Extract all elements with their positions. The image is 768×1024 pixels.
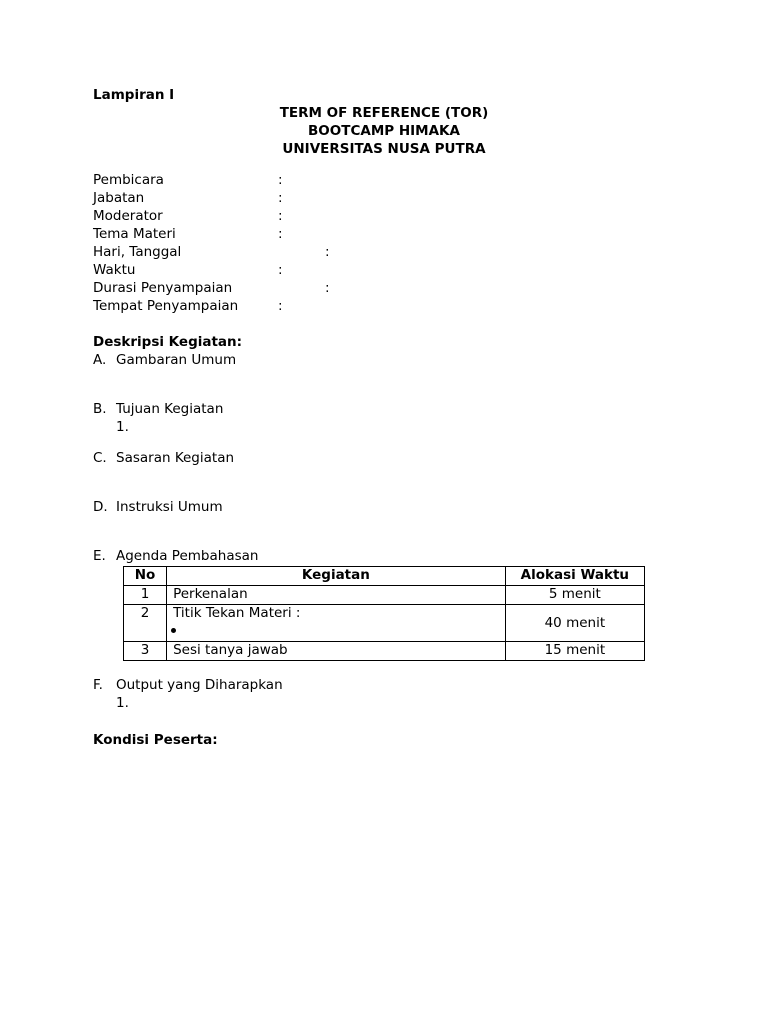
field-label-tempat: Tempat Penyampaian (93, 298, 239, 314)
field-separator: : (278, 208, 283, 224)
section-title-tujuan-kegiatan: Tujuan Kegiatan (116, 401, 224, 417)
section-letter-c: C. (93, 450, 107, 466)
section-title-instruksi-umum: Instruksi Umum (116, 499, 223, 515)
row-activity: Perkenalan (167, 586, 506, 605)
field-separator: : (278, 226, 283, 242)
row-activity-cell (167, 605, 506, 642)
field-separator: : (278, 190, 283, 206)
row-activity: Titik Tekan Materi : (173, 605, 301, 621)
document-title-line-3: UNIVERSITAS NUSA PUTRA (282, 141, 486, 157)
field-label-tema-materi: Tema Materi (93, 226, 176, 242)
section-title-sasaran-kegiatan: Sasaran Kegiatan (116, 450, 235, 466)
field-separator: : (278, 172, 283, 188)
section-letter-f: F. (93, 677, 103, 693)
section-item-number: 1. (116, 695, 129, 711)
section-item-number: 1. (116, 419, 129, 435)
section-letter-b: B. (93, 401, 107, 417)
field-label-jabatan: Jabatan (93, 190, 145, 206)
section-title-agenda: Agenda Pembahasan (116, 548, 259, 564)
table-header-alokasi: Alokasi Waktu (505, 567, 644, 586)
bullet-icon (171, 628, 176, 633)
table-row (124, 642, 645, 661)
section-letter-e: E. (93, 548, 106, 564)
table-row (124, 605, 645, 642)
row-number: 1 (124, 586, 167, 605)
row-time: 5 menit (505, 586, 644, 605)
field-label-hari-tanggal: Hari, Tanggal (93, 244, 182, 260)
field-separator: : (325, 280, 330, 296)
section-title-output: Output yang Diharapkan (116, 677, 283, 693)
table-row (124, 586, 645, 605)
description-heading: Deskripsi Kegiatan: (93, 334, 243, 350)
participants-heading: Kondisi Peserta: (93, 732, 218, 748)
attachment-label: Lampiran I (93, 87, 175, 103)
row-number: 2 (124, 605, 167, 642)
section-letter-d: D. (93, 499, 108, 515)
section-letter-a: A. (93, 352, 107, 368)
row-number: 3 (124, 642, 167, 661)
bullet-item (173, 622, 499, 639)
row-activity: Sesi tanya jawab (167, 642, 506, 661)
field-separator: : (278, 298, 283, 314)
document-title-line-1: TERM OF REFERENCE (TOR) (279, 105, 489, 121)
table-header-row (124, 567, 645, 586)
table-header-kegiatan: Kegiatan (167, 567, 506, 586)
agenda-table (123, 566, 645, 661)
document-title-line-2: BOOTCAMP HIMAKA (308, 123, 460, 139)
row-time: 15 menit (505, 642, 644, 661)
field-label-durasi: Durasi Penyampaian (93, 280, 233, 296)
field-label-pembicara: Pembicara (93, 172, 164, 188)
field-separator: : (325, 244, 330, 260)
field-label-moderator: Moderator (93, 208, 163, 224)
field-separator: : (278, 262, 283, 278)
row-time: 40 menit (505, 605, 644, 642)
table-header-no: No (124, 567, 167, 586)
section-title-gambaran-umum: Gambaran Umum (116, 352, 237, 368)
field-label-waktu: Waktu (93, 262, 136, 278)
